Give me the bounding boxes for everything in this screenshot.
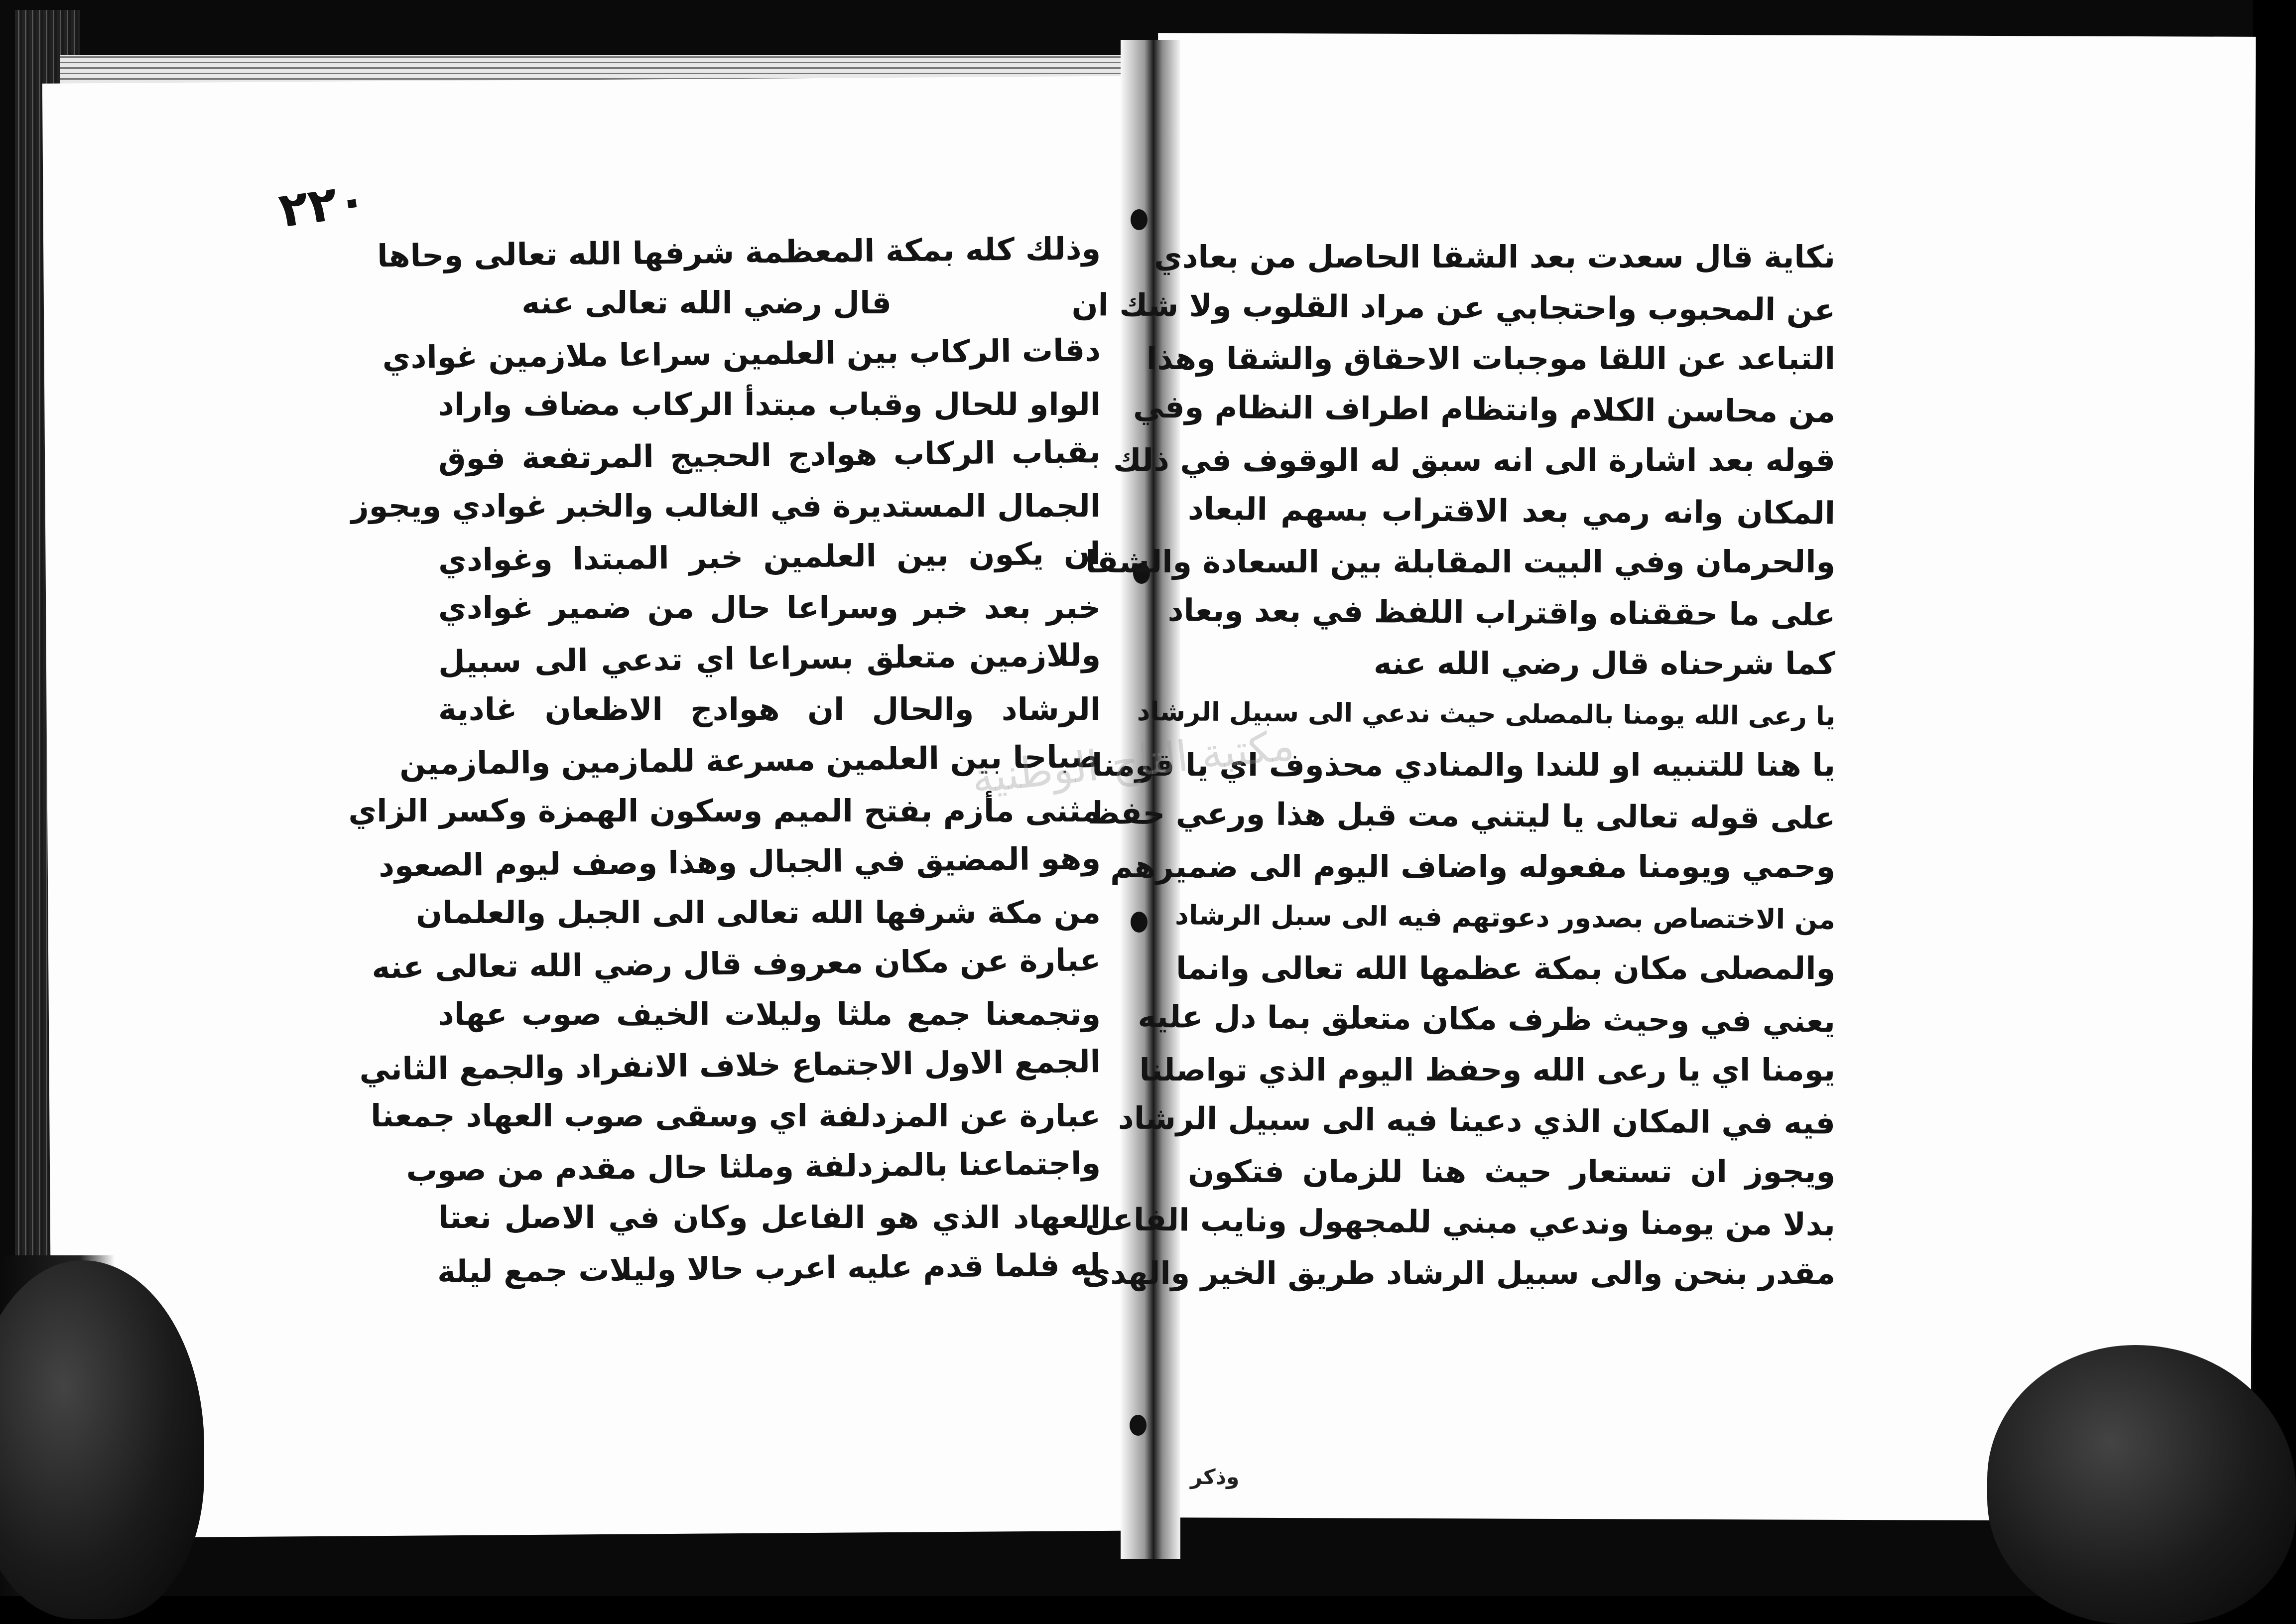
manuscript-line: التباعد عن اللقا موجبات الاحقاق والشقا وهذا	[1147, 340, 1835, 377]
manuscript-line: عن المحبوب واحتجابي عن مراد القلوب ولا شك ان	[1071, 286, 1836, 328]
manuscript-line: وللازمين متعلق بسراعا اي تدعي الى سبيل	[438, 637, 1101, 680]
manuscript-line: الجمع الاول الاجتماع خلاف الانفراد والجمع الثاني	[359, 1043, 1101, 1087]
manuscript-line: وتجمعنا جمع ملثا وليلات الخيف صوب عهاد	[438, 996, 1101, 1032]
binding-hole	[1131, 209, 1148, 230]
manuscript-line: الرشاد والحال ان هوادج الاظعان غادية	[438, 691, 1101, 727]
manuscript-line: فيه في المكان الذي دعينا فيه الى سبيل الرشاد	[1118, 1099, 1836, 1141]
manuscript-line: بدلا من يومنا وندعي مبني للمجهول ونايب الفاعل	[1085, 1201, 1836, 1243]
manuscript-line: وذلك كله بمكة المعظمة شرفها الله تعالى وحاها	[377, 230, 1101, 274]
binding-hole	[1130, 1415, 1147, 1436]
manuscript-line: نكاية قال سعدت بعد الشقا الحاصل من بعادي	[1153, 239, 1835, 275]
manuscript-line: كما شرحناه قال رضي الله عنه	[1374, 645, 1835, 681]
manuscript-line: يا رعى الله يومنا بالمصلى حيث ندعي الى سبيل الرشاد	[1137, 696, 1836, 732]
manuscript-line: ان يكون بين العلمين خبر المبتدا وغوادي	[438, 535, 1101, 578]
manuscript-line: مقدر بنحن والى سبيل الرشاد طريق الخير والهدى	[1082, 1255, 1835, 1291]
library-watermark: مكتبة التاج الوطنية	[969, 720, 1296, 803]
manuscript-line: على ما حققناه واقتراب اللفظ في بعد وبعاد	[1167, 592, 1836, 633]
manuscript-line: عبارة عن المزدلفة اي وسقى صوب العهاد جمعنا	[371, 1097, 1101, 1134]
manuscript-line: من محاسن الكلام وانتظام اطراف النظام وفي	[1133, 388, 1836, 430]
manuscript-line: من مكة شرفها الله تعالى الى الجبل والعلمان	[416, 894, 1101, 931]
manuscript-line: وهو المضيق في الجبال وهذا وصف ليوم الصعود	[378, 840, 1101, 884]
manuscript-line: يعني في وحيث ظرف مكان متعلق بما دل عليه	[1138, 998, 1836, 1040]
manuscript-line: خبر بعد خبر وسراعا حال من ضمير غوادي	[438, 589, 1101, 626]
manuscript-line: قوله بعد اشارة الى انه سبق له الوقوف في ذلك	[1113, 442, 1835, 478]
manuscript-line: المكان وانه رمي بعد الاقتراب بسهم البعاد	[1187, 490, 1836, 532]
manuscript-line: صباحا بين العلمين مسرعة للمازمين والمازمين	[399, 738, 1101, 782]
manuscript-line: قال رضي الله تعالى عنه	[521, 284, 892, 321]
manuscript-line: والحرمان وفي البيت المقابلة بين السعادة والشقا	[1085, 543, 1835, 580]
manuscript-line: على قوله تعالى يا ليتني مت قبل هذا ورعي حفظ	[1087, 795, 1836, 836]
catchword: وذكر	[1190, 1465, 1240, 1489]
manuscript-line: عبارة عن مكان معروف قال رضي الله تعالى عنه	[372, 942, 1101, 986]
manuscript-line: الواو للحال وقباب مبتدأ الركاب مضاف واراد	[438, 386, 1101, 422]
binding-hole	[1131, 912, 1148, 933]
manuscript-line: ويجوز ان تستعار حيث هنا للزمان فتكون	[1188, 1153, 1835, 1190]
folio-number: ٢٢٠	[275, 171, 370, 239]
manuscript-line: والمصلى مكان بمكة عظمها الله تعالى وانما	[1176, 950, 1835, 986]
manuscript-line: له فلما قدم عليه اعرب حالا وليلات جمع ليلة	[437, 1246, 1101, 1290]
manuscript-line: يومنا اي يا رعى الله وحفظ اليوم الذي تواصلنا	[1139, 1052, 1835, 1088]
manuscript-line: واجتماعنا بالمزدلفة وملثا حال مقدم من صوب	[406, 1145, 1101, 1189]
manuscript-line: من الاختصاص بصدور دعوتهم فيه الى سبل الرشاد	[1174, 899, 1836, 936]
manuscript-line: دقات الركاب بين العلمين سراعا ملازمين غوادي	[382, 332, 1101, 376]
manuscript-line: بقباب الركاب هوادج الحجيج المرتفعة فوق	[438, 433, 1101, 477]
manuscript-line: وحمي ويومنا مفعوله واضاف اليوم الى ضميرهم	[1110, 848, 1835, 885]
manuscript-line: مثنى مأزم بفتح الميم وسكون الهمزة وكسر الزاي	[348, 793, 1101, 829]
manuscript-line: يا هنا للتنبيه او للندا والمنادي محذوف اي يا قومنا	[1092, 747, 1835, 783]
manuscript-line: الجمال المستديرة في الغالب والخبر غوادي ويجوز	[351, 488, 1101, 524]
manuscript-line: العهاد الذي هو الفاعل وكان في الاصل نعتا	[438, 1199, 1101, 1235]
